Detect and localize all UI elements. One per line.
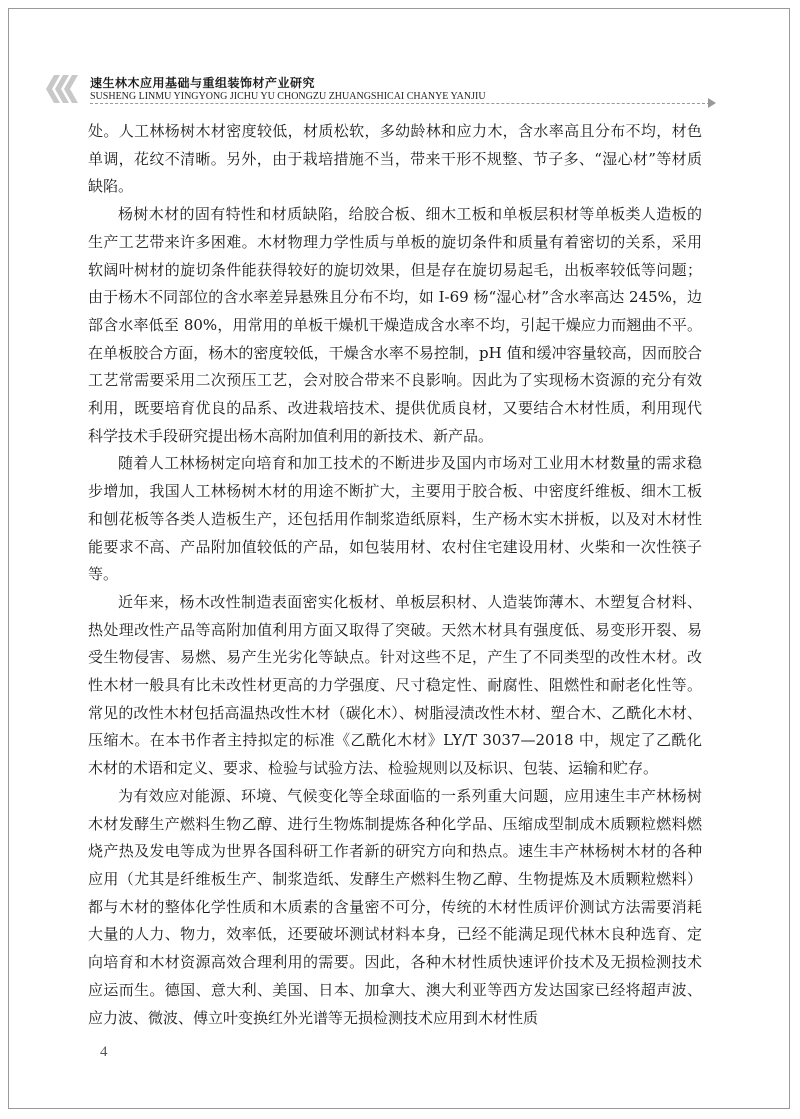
paragraph: 近年来，杨木改性制造表面密实化板材、单板层积材、人造装饰薄木、木塑复合材料、热处理改性产品等高附加值利用方面又取得了突破。天然木材具有强度低、易变形开裂、易受生物侵害、易燃、易产生光劣化等缺点。针对这些不足，产生了不同类型的改性木材。改性木材一般具有比未改性材更高的力学强度、尺寸稳定性、耐腐性、阻燃性和耐老化性等。常见的改性木材包括高温热改性木材（碳化木）、树脂浸渍改性木材、塑合木、乙酰化木材、压缩木。在本书作者主持拟定的标准《乙酰化木材》LY/T 3037—2018 中，规定了乙酰化木材的术语和定义、要求、检验与试验方法、检验规则以及标识、包装、运输和贮存。 xyxy=(88,592,702,778)
paragraph: 处。人工林杨树木材密度较低，材质松软，多幼龄林和应力木，含水率高且分布不均，材色单调，花纹不清晰。另外，由于栽培措施不当，带来干形不规整、节子多、“湿心材”等材质缺陷。 xyxy=(88,122,702,196)
running-header xyxy=(40,72,700,112)
paragraph: 杨树木材的固有特性和材质缺陷，给胶合板、细木工板和单板层积材等单板类人造板的生产工艺带来许多困难。木材物理力学性质与单板的旋切条件和质量有着密切的关系，采用软阔叶树材的旋切条件能获得较好的旋切效果，但是存在旋切易起毛，出板率较低等问题；由于杨木不同部位的含水率差异悬殊且分布不均，如 I-69 杨“湿心材”含水率高达 245%，边部含水率低至 80%，用常用的单板干燥机干燥造成含水率不均，引起干燥应力而翘曲不平。在单板胶合方面，杨木的密度较低，干燥含水率不易控制，pH 值和缓冲容量较高，因而胶合工艺常需要采用二次预压工艺，会对胶合带来不良影响。因此为了实现杨木资源的充分有效利用，既要培育优良的品系、改进栽培技术、提供优质良材，又要结合木材性质，利用现代科学技术手段研究提出杨木高附加值利用的新技术、新产品。 xyxy=(88,205,702,445)
body-text xyxy=(88,118,702,1032)
paragraph: 为有效应对能源、环境、气候变化等全球面临的一系列重大问题，应用速生丰产林杨树木材发酵生产燃料生物乙醇、进行生物炼制提炼各种化学品、压缩成型制成木质颗粒燃料燃烧产热及发电等成为世界各国科研工作者新的研究方向和热点。速生丰产林杨树木材的各种应用（尤其是纤维板生产、制浆造纸、发酵生产燃料生物乙醇、生物提炼及木质颗粒燃料）都与木材的整体化学性质和木质素的含量密不可分，传统的木材性质评价测试方法需要消耗大量的人力、物力，效率低，还要破坏测试材料本身，已经不能满足现代林木良种选育、定向培育和木材资源高效合理利用的需要。因此，各种木材性质快速评价技术及无损检测技术应运而生。德国、意大利、美国、日本、加拿大、澳大利亚等西方发达国家已经将超声波、应力波、微波、傅立叶变换红外光谱等无损检测技术应用到木材性质 xyxy=(88,786,702,1027)
book-title-pinyin: SUSHENG LINMU YINGYONG JICHU YU CHONGZU ZHUANGSHICAI CHANYE YANJIU xyxy=(90,91,486,102)
chevron-decoration-icon xyxy=(46,75,78,103)
book-title: 速生林木应用基础与重组装饰材产业研究 xyxy=(90,76,316,90)
paragraph: 随着人工林杨树定向培育和加工技术的不断进步及国内市场对工业用木材数量的需求稳步增加，我国人工林杨树木材的用途不断扩大，主要用于胶合板、中密度纤维板、细木工板和刨花板等各类人造板生产，还包括用作制浆造纸原料，生产杨木实木拼板，以及对木材性能要求不高、产品附加值较低的产品，如包装用材、农村住宅建设用材、火柴和一次性筷子等。 xyxy=(88,454,702,584)
page-number: 4 xyxy=(100,1044,108,1060)
header-rule-arrow-icon xyxy=(708,98,716,108)
header-rule xyxy=(90,103,710,104)
